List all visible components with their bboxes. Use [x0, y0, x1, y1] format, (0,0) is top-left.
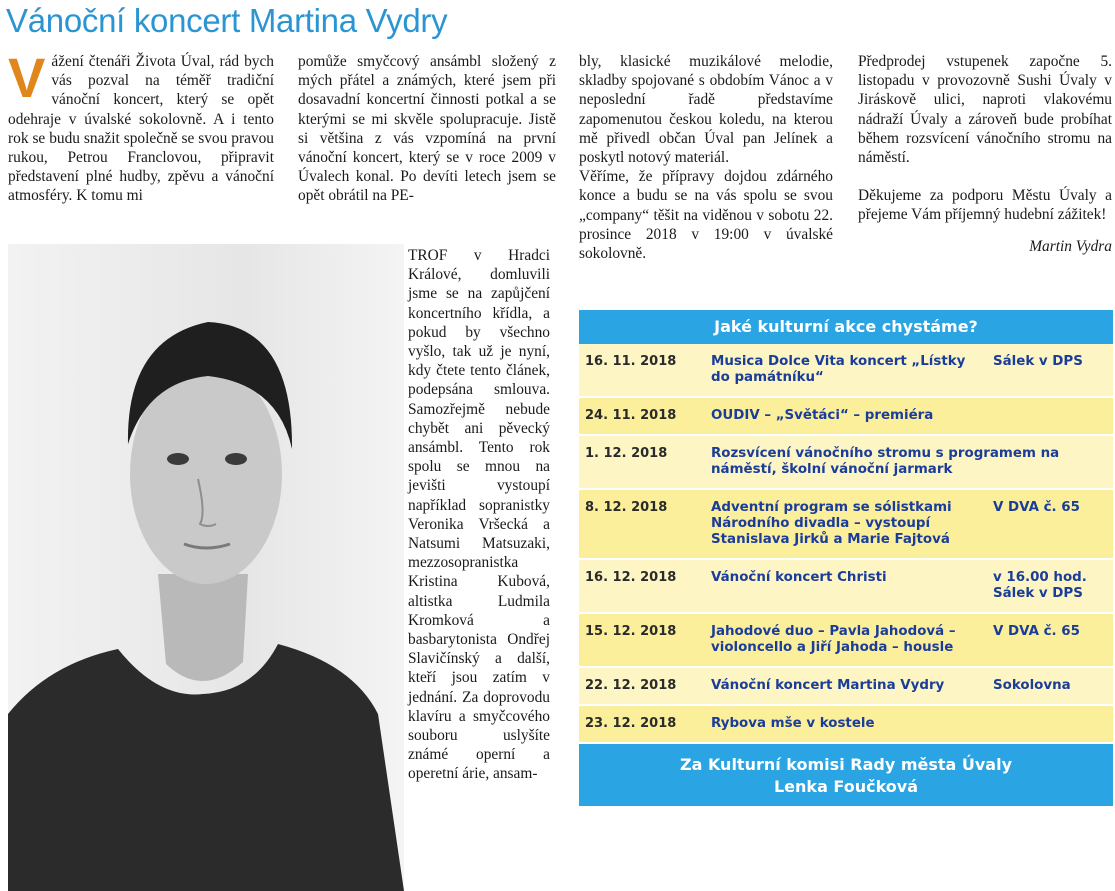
article-column-4 — [858, 52, 1112, 256]
event-row — [579, 398, 1113, 436]
events-footer-line-2: Lenka Foučková — [773, 777, 919, 796]
event-row — [579, 436, 1113, 490]
event-date: 8. 12. 2018 — [585, 500, 668, 515]
article-column-3 — [579, 52, 833, 263]
event-name: Rozsvícení vánočního stromu s programem na náměstí, školní vánoční jarmark — [711, 446, 1060, 477]
events-header: Jaké kulturní akce chystáme? — [579, 310, 1113, 344]
event-name: OUDIV – „Světáci“ – premiéra — [711, 408, 934, 423]
event-date: 16. 11. 2018 — [585, 354, 677, 369]
article-column-1 — [8, 46, 274, 206]
column-4-paragraph-1: Předprodej vstupenek započne 5. listopadu v provozovně Sushi Úvaly v Jiráskově ulici, naproti vlakovému nádraží Úvaly a zároveň bude probíhat během rozsvícení vánočního stromu na náměstí. — [858, 53, 1112, 167]
event-row — [579, 668, 1113, 706]
event-place: V DVA č. 65 — [993, 624, 1080, 639]
event-name: Rybova mše v kostele — [711, 716, 875, 731]
event-date: 16. 12. 2018 — [585, 570, 677, 585]
column-1-text: ážení čtenáři Života Úval, rád bych vás pozval na téměř tradiční vánoční koncert, který se opět odehraje v úvalské sokolovně. A i tento rok se budu snažit společně se svou pravou rukou, Petrou Franclovou, připravit představení plné hudby, zpěvu a vánoční atmosféry. K tomu mi — [8, 53, 274, 205]
column-2-wrap-text: TROF v Hradci Králové, domluvili jsme se na zapůjčení koncertního křídla, a pokud by všechno vyšlo, tak už je nyní, kdy čtete tento článek, podepsána smlouva. Samozřejmě nebude chybět ani pěvecký ansámbl. Tento rok spolu se mnou na jevišti vystoupí například sopranistky Veronika Vršecká a Natsumi Matsuzaki, mezzosopranistka Kristina Kubová, altistka Ludmila Kromková a basbarytonista Ondřej Slavičínský a další, kteří jsou zatím v jednání. Za doprovodu klavíru a smyčcového souboru uslyšíte známé operní a operetní árie, ansam- — [408, 247, 550, 783]
event-row — [579, 614, 1113, 668]
event-date: 15. 12. 2018 — [585, 624, 677, 639]
events-footer — [579, 744, 1113, 806]
event-name: Jahodové duo – Pavla Jahodová – violoncello a Jiří Jahoda – housle — [711, 624, 956, 655]
event-place: Sokolovna — [993, 678, 1071, 693]
event-name: Vánoční koncert Martina Vydry — [711, 678, 945, 693]
column-3-paragraph-1: bly, klasické muzikálové melodie, skladby spojované s obdobím Vánoc a v neposlední řadě představíme zapomenutou českou koledu, na kterou mě přivedl občan Úval pan Jelínek a poskytl notový materiál. — [579, 53, 833, 167]
event-name: Adventní program se sólistkami Národního divadla – vystoupí Stanislava Jirků a Marie Fajtová — [711, 500, 952, 547]
event-date: 24. 11. 2018 — [585, 408, 677, 423]
event-row — [579, 490, 1113, 560]
event-row — [579, 706, 1113, 744]
column-3-paragraph-2: Věříme, že přípravy dojdou zdárného konce a budu se na vás spolu se svou „company“ těšit na viděnou v sobotu 22. prosince 2018 v 19:00 v úvalské sokolovně. — [579, 168, 833, 263]
article-column-2 — [298, 52, 556, 206]
event-date: 22. 12. 2018 — [585, 678, 677, 693]
column-4-paragraph-2: Děkujeme za podporu Městu Úvaly a přejeme Vám příjemný hudební zážitek! — [858, 187, 1112, 224]
signature: Martin Vydra — [1029, 237, 1112, 255]
event-row — [579, 560, 1113, 614]
events-box — [579, 310, 1113, 806]
drop-cap: V — [8, 46, 46, 109]
event-date: 23. 12. 2018 — [585, 716, 677, 731]
column-2-text: pomůže smyčcový ansámbl složený z mých přátel a známých, které jsem při dosavadní koncertní činnosti potkal a se kterými se mi skvěle spolupracuje. Jistě si většina z vás vzpomíná na první vánoční koncert, který se v roce 2009 v Úvalech konal. Po devíti letech jsem se opět obrátil na PE- — [298, 53, 556, 205]
events-list — [579, 344, 1113, 744]
events-footer-line-1: Za Kulturní komisi Rady města Úvaly — [679, 755, 1013, 774]
event-row — [579, 344, 1113, 398]
event-place: Sálek v DPS — [993, 354, 1083, 369]
event-name: Musica Dolce Vita koncert „Lístky do památníku“ — [711, 354, 966, 385]
article-title: Vánoční koncert Martina Vydry — [6, 2, 448, 39]
event-date: 1. 12. 2018 — [585, 446, 668, 461]
portrait-photo — [8, 244, 404, 891]
event-name: Vánoční koncert Christi — [711, 570, 887, 585]
portrait-illustration — [8, 244, 404, 891]
event-place: v 16.00 hod. Sálek v DPS — [993, 570, 1087, 601]
article-column-2-wrap — [408, 246, 550, 784]
event-place: V DVA č. 65 — [993, 500, 1080, 515]
